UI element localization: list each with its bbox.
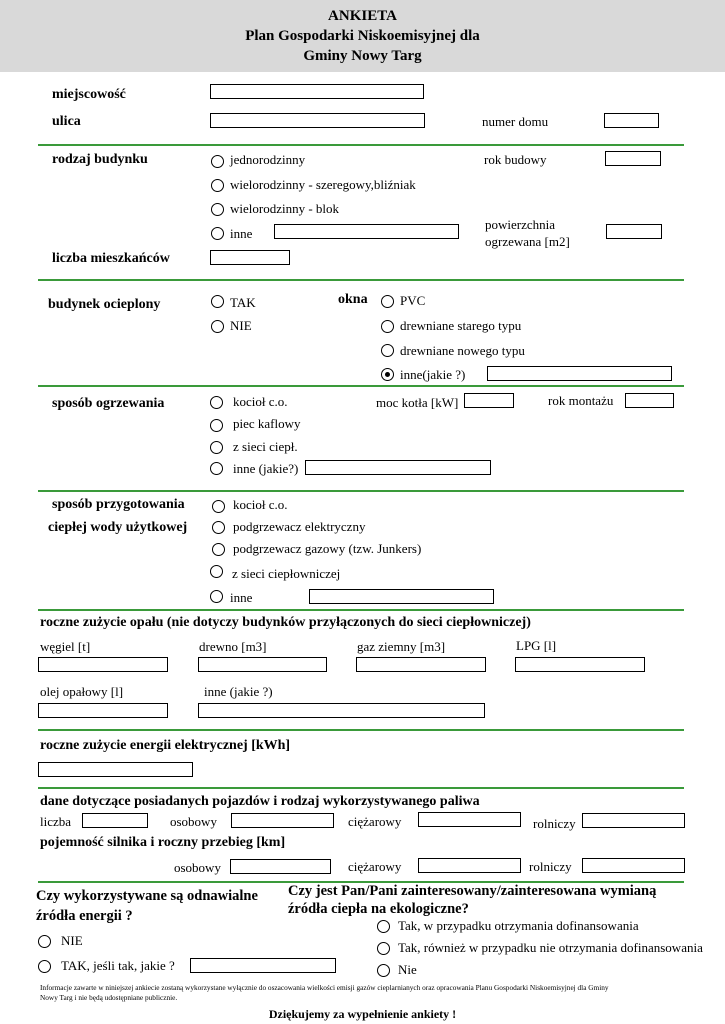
lpg-label: LPG [l]: [516, 638, 557, 653]
powierzchnia-label: powierzchnia: [485, 217, 556, 232]
inne-budynek-input[interactable]: [274, 224, 459, 239]
radio-okna-inne[interactable]: [381, 368, 394, 381]
ulica-label: ulica: [52, 114, 81, 129]
option-label: inne: [230, 226, 253, 241]
okna-inne-input[interactable]: [487, 366, 672, 381]
ciezarowy-label: ciężarowy: [348, 859, 402, 874]
numer-domu-label: numer domu: [482, 114, 549, 129]
gaz-input[interactable]: [356, 657, 486, 672]
info-text: Informacje zawarte w niniejszej ankiecie zostaną wykorzystane wyłącznie do oszacowania wielkości emisji gazów cieplarnianych oraz opracowania Planu Gospodarki Niskoemisyjnej dla Gminy: [40, 983, 609, 992]
radio-okna-drewniane-nowe[interactable]: [381, 344, 394, 357]
thanks-text: Dziękujemy za wypełnienie ankiety !: [268, 1007, 457, 1021]
lpg-input[interactable]: [515, 657, 645, 672]
radio-blok[interactable]: [211, 203, 224, 216]
olej-input[interactable]: [38, 703, 168, 718]
rodzaj-budynku-label: rodzaj budynku: [52, 152, 148, 167]
option-label: TAK, jeśli tak, jakie ?: [61, 958, 175, 973]
divider: [38, 490, 684, 492]
radio-cwu-elektryczny[interactable]: [212, 521, 225, 534]
rok-montazu-input[interactable]: [625, 393, 674, 408]
cwu-label: sposób przygotowania: [52, 497, 185, 512]
gaz-label: gaz ziemny [m3]: [357, 639, 446, 654]
cwu-inne-input[interactable]: [309, 589, 494, 604]
option-label: jednorodzinny: [230, 152, 306, 167]
ogrz-inne-input[interactable]: [305, 460, 491, 475]
option-label: Tak, w przypadku otrzymania dofinansowania: [398, 918, 639, 933]
liczba-ciezarowy-input[interactable]: [418, 812, 521, 827]
radio-oze-tak[interactable]: [38, 960, 51, 973]
option-label: wielorodzinny - szeregowy,bliźniak: [230, 177, 416, 192]
option-label: kocioł c.o.: [233, 394, 288, 409]
drewno-label: drewno [m3]: [199, 639, 267, 654]
option-label: inne (jakie?): [233, 461, 299, 476]
divider: [38, 385, 684, 387]
radio-ogrz-piec[interactable]: [210, 419, 223, 432]
radio-cwu-siec[interactable]: [210, 565, 223, 578]
option-label: podgrzewacz elektryczny: [233, 519, 366, 534]
budynek-ocieplony-label: budynek ocieplony: [48, 297, 161, 312]
powierzchnia-input[interactable]: [606, 224, 662, 239]
option-label: inne: [230, 590, 253, 605]
rolniczy-label: rolniczy: [533, 816, 576, 831]
rok-budowy-label: rok budowy: [484, 152, 547, 167]
inne-opal-label: inne (jakie ?): [204, 684, 273, 699]
oze-question-2: źródła energii ?: [36, 908, 133, 924]
przebieg-ciezarowy-input[interactable]: [418, 858, 521, 873]
radio-ogrz-siec[interactable]: [210, 441, 223, 454]
option-label: z sieci ciepłowniczej: [232, 566, 341, 581]
radio-cwu-inne[interactable]: [210, 590, 223, 603]
liczba-rolniczy-input[interactable]: [582, 813, 685, 828]
option-label: Tak, również w przypadku nie otrzymania dofinansowania: [398, 940, 703, 955]
numer-domu-input[interactable]: [604, 113, 659, 128]
cwu-label-2: ciepłej wody użytkowej: [48, 520, 188, 535]
energia-title: roczne zużycie energii elektrycznej [kWh]: [40, 738, 291, 753]
liczba-osobowy-input[interactable]: [231, 813, 334, 828]
radio-ocieplony-nie[interactable]: [211, 320, 224, 333]
option-label: Nie: [398, 962, 417, 977]
wegiel-label: węgiel [t]: [40, 639, 91, 654]
radio-okna-drewniane-stare[interactable]: [381, 320, 394, 333]
radio-okna-pvc[interactable]: [381, 295, 394, 308]
radio-szeregowy[interactable]: [211, 179, 224, 192]
liczba-label: liczba: [40, 814, 72, 829]
divider: [38, 609, 684, 611]
divider: [38, 144, 684, 146]
option-label: NIE: [61, 933, 83, 948]
moc-kotla-input[interactable]: [464, 393, 514, 408]
radio-ocieplony-tak[interactable]: [211, 295, 224, 308]
okna-label: okna: [338, 292, 368, 307]
form-subtitle-1: Plan Gospodarki Niskoemisyjnej dla: [245, 28, 480, 44]
liczba-input[interactable]: [82, 813, 148, 828]
option-label: podgrzewacz gazowy (tzw. Junkers): [233, 541, 422, 556]
radio-ogrz-kociol[interactable]: [210, 396, 223, 409]
sposob-ogrzewania-label: sposób ogrzewania: [52, 396, 165, 411]
divider: [38, 729, 684, 731]
option-label: piec kaflowy: [233, 416, 301, 431]
option-label: drewniane nowego typu: [400, 343, 525, 358]
zuzycie-opalu-title: roczne zużycie opału (nie dotyczy budynków przyłączonych do sieci ciepłowniczej): [40, 615, 531, 630]
option-label: PVC: [400, 293, 426, 308]
miejscowosc-label: miejscowość: [52, 87, 126, 102]
option-label: inne(jakie ?): [400, 367, 466, 382]
radio-wymiana-dofinansowanie[interactable]: [377, 920, 390, 933]
wymiana-question: Czy jest Pan/Pani zainteresowany/zainteresowana wymianą: [288, 883, 657, 899]
divider: [38, 279, 684, 281]
radio-ogrz-inne[interactable]: [210, 462, 223, 475]
divider: [38, 787, 684, 789]
form-title: ANKIETA: [328, 8, 397, 24]
rok-budowy-input[interactable]: [605, 151, 661, 166]
powierzchnia-label-2: ogrzewana [m2]: [485, 234, 570, 249]
osobowy-label: osobowy: [174, 860, 221, 875]
radio-cwu-kociol[interactable]: [212, 500, 225, 513]
przebieg-title: pojemność silnika i roczny przebieg [km]: [40, 835, 286, 850]
ciezarowy-label: ciężarowy: [348, 814, 402, 829]
form-subtitle-2: Gminy Nowy Targ: [303, 48, 422, 64]
przebieg-osobowy-input[interactable]: [230, 859, 331, 874]
radio-wymiana-bez-dofinansowania[interactable]: [377, 942, 390, 955]
radio-jednorodzinny[interactable]: [211, 155, 224, 168]
liczba-mieszkancow-label: liczba mieszkańców: [52, 251, 170, 266]
option-label: TAK: [230, 295, 256, 310]
oze-question: Czy wykorzystywane są odnawialne: [36, 888, 258, 904]
radio-cwu-gazowy[interactable]: [212, 543, 225, 556]
info-text-2: Nowy Targ i nie będą udostępniane publicznie.: [40, 993, 178, 1002]
osobowy-label: osobowy: [170, 814, 217, 829]
radio-oze-nie[interactable]: [38, 935, 51, 948]
liczba-mieszkancow-input[interactable]: [210, 250, 290, 265]
radio-wymiana-nie[interactable]: [377, 964, 390, 977]
przebieg-rolniczy-input[interactable]: [582, 858, 685, 873]
radio-inne-budynek[interactable]: [211, 227, 224, 240]
pojazdy-title: dane dotyczące posiadanych pojazdów i rodzaj wykorzystywanego paliwa: [40, 794, 480, 809]
option-label: z sieci ciepł.: [233, 439, 298, 454]
miejscowosc-input[interactable]: [210, 84, 424, 99]
moc-kotla-label: moc kotła [kW]: [376, 395, 459, 410]
inne-opal-input[interactable]: [198, 703, 485, 718]
option-label: kocioł c.o.: [233, 497, 288, 512]
rolniczy-label: rolniczy: [529, 859, 572, 874]
olej-label: olej opałowy [l]: [40, 684, 124, 699]
wymiana-question-2: źródła ciepła na ekologiczne?: [288, 901, 469, 917]
option-label: NIE: [230, 318, 252, 333]
ulica-input[interactable]: [210, 113, 425, 128]
drewno-input[interactable]: [198, 657, 327, 672]
option-label: wielorodzinny - blok: [230, 201, 340, 216]
oze-jakie-input[interactable]: [190, 958, 336, 973]
option-label: drewniane starego typu: [400, 318, 522, 333]
wegiel-input[interactable]: [38, 657, 168, 672]
energia-input[interactable]: [38, 762, 193, 777]
rok-montazu-label: rok montażu: [548, 393, 614, 408]
